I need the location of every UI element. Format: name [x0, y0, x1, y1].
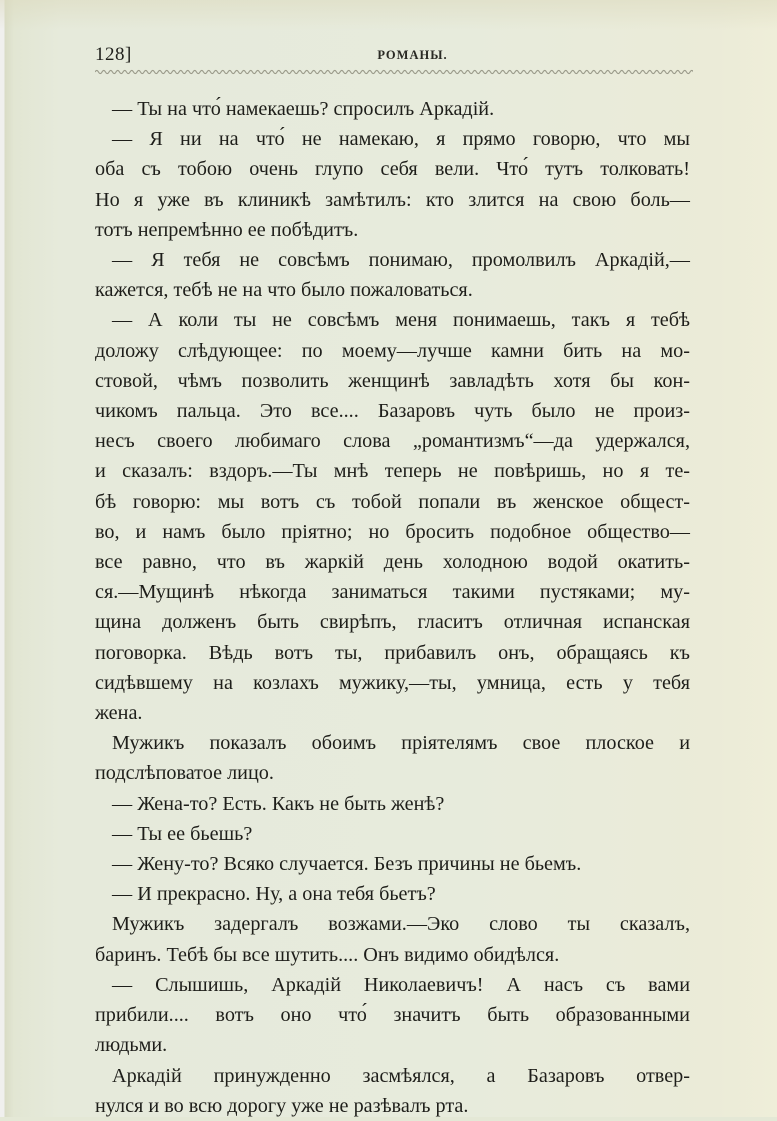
text-line: чикомъ пальца. Это все.... Базаровъ чуть было не произ-: [95, 400, 690, 423]
paragraph: [95, 909, 690, 969]
text-line: — А коли ты не совсѣмъ меня понимаешь, такъ я тебѣ: [112, 309, 690, 332]
paragraph: [95, 94, 690, 124]
paragraph: [95, 305, 690, 728]
text-line: кажется, тебѣ не на что было пожаловаться.: [95, 279, 473, 302]
text-line: людьми.: [95, 1034, 168, 1057]
text-line: — Ты ее бьешь?: [112, 822, 253, 845]
text-line: стовой, чѣмъ позволить женщинѣ завладѣть хотя бы кон-: [95, 369, 690, 392]
paragraph: [95, 819, 690, 849]
paragraph: [95, 245, 690, 305]
text-line: — И прекрасно. Ну, а она тебя бьетъ?: [112, 883, 436, 906]
text-line: бѣ говорю: мы вотъ съ тобой попали въ женское общест-: [95, 490, 690, 513]
body-text: [95, 94, 690, 1121]
text-line: щина долженъ быть свирѣпъ, гласитъ отличная испанская: [95, 611, 690, 634]
text-line: нулся и во всю дорогу уже не разѣвалъ рта.: [95, 1094, 469, 1117]
text-line: сидѣвшему на козлахъ мужику,—ты, умница, есть у тебя: [95, 671, 690, 694]
text-line: тотъ непремѣнно ее побѣдитъ.: [95, 218, 359, 241]
text-line: прибили.... вотъ оно что́ значитъ быть образованными: [95, 1004, 690, 1027]
text-line: жена.: [95, 702, 143, 725]
text-line: — Жена-то? Есть. Какъ не быть женѣ?: [112, 792, 445, 815]
running-head: [95, 44, 690, 68]
text-line: и сказалъ: вздоръ.—Ты мнѣ теперь не повѣришь, но я те-: [95, 460, 690, 483]
text-line: доложу слѣдующее: по моему—лучше камни бить на мо-: [95, 339, 690, 362]
text-line: баринъ. Тебѣ бы все шутить.... Онъ видимо обидѣлся.: [95, 943, 560, 966]
paragraph: [95, 789, 690, 819]
text-line: во, и намъ было пріятно; но бросить подобное общество—: [95, 520, 690, 543]
text-line: — Ты на что́ намекаешь? спросилъ Аркадій.: [112, 98, 495, 120]
page-number: 128]: [95, 44, 132, 65]
paragraph: [95, 728, 690, 788]
paragraph: [95, 849, 690, 879]
paragraph: [95, 1061, 690, 1121]
text-line: поговорка. Вѣдь вотъ ты, прибавилъ онъ, обращаясь къ: [95, 641, 690, 664]
text-line: ся.—Мущинѣ нѣкогда заниматься такими пустяками; му-: [95, 581, 690, 604]
text-line: все равно, что въ жаркій день холодною водой окатить-: [95, 551, 690, 574]
text-line: оба съ тобою очень глупо себя вели. Что́ тутъ толковать!: [95, 158, 690, 181]
paragraph: [95, 970, 690, 1061]
text-line: несъ своего любимаго слова „романтизмъ“—да удержался,: [95, 430, 690, 453]
wavy-rule-divider: [95, 69, 693, 75]
text-line: — Жену-то? Всяко случается. Безъ причины не бьемъ.: [112, 853, 582, 876]
text-line: — Я тебя не совсѣмъ понимаю, промолвилъ Аркадій,—: [112, 249, 690, 272]
paragraph: [95, 879, 690, 909]
text-line: — Слышишь, Аркадій Николаевичъ! А насъ съ вами: [112, 973, 690, 996]
text-line: Мужикъ задергалъ возжами.—Эко слово ты сказалъ,: [112, 913, 690, 936]
text-line: Мужикъ показалъ обоимъ пріятелямъ свое плоское и: [112, 732, 690, 755]
running-title: РОМАНЫ.: [377, 48, 448, 62]
text-line: Но я уже въ клиникѣ замѣтилъ: кто злится на свою боль—: [95, 188, 690, 211]
text-line: подслѣповатое лицо.: [95, 762, 274, 785]
text-line: Аркадій принужденно засмѣялся, а Базаровъ отвер-: [112, 1064, 690, 1087]
paragraph: [95, 124, 690, 245]
text-line: — Я ни на что́ не намекаю, я прямо говорю, что мы: [112, 128, 690, 151]
